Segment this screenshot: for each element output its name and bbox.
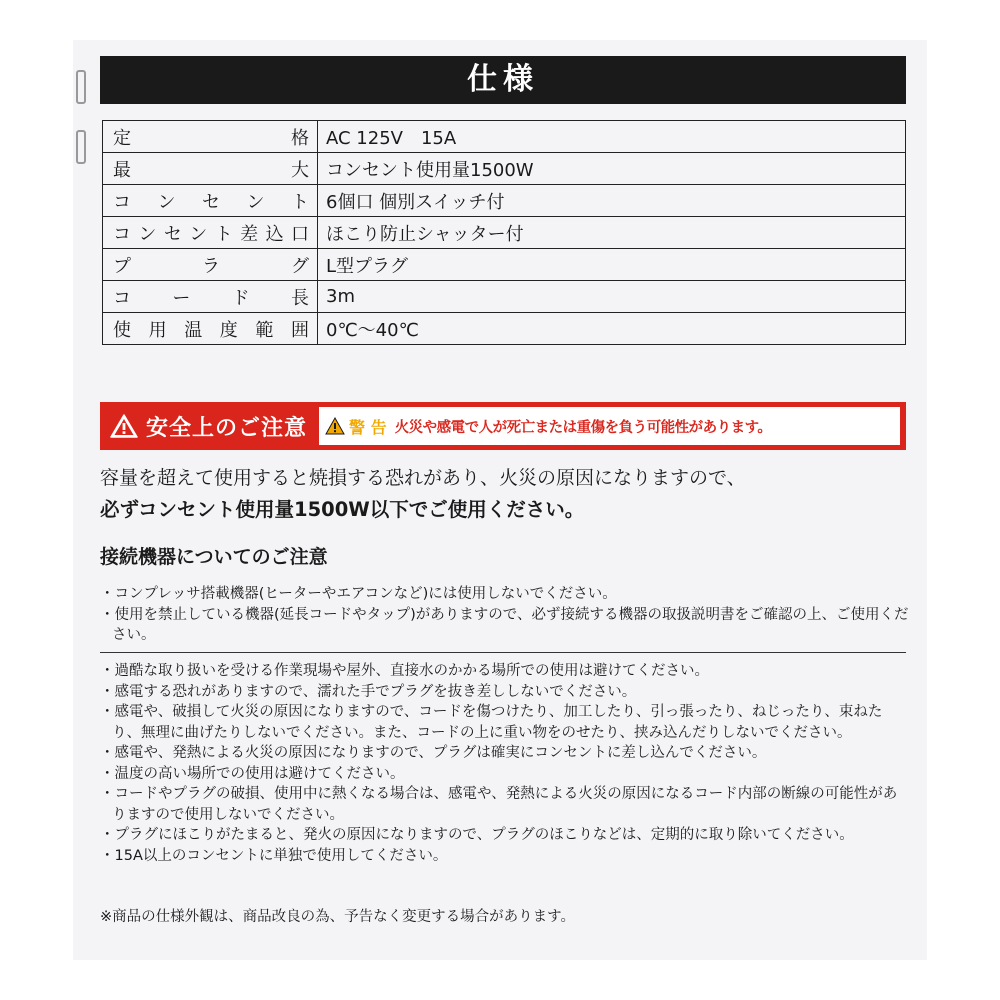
spec-value: AC 125V 15A xyxy=(318,121,906,153)
footnote: ※商品の仕様外観は、商品改良の為、予告なく変更する場合があります。 xyxy=(100,909,575,925)
safety-banner xyxy=(100,402,906,450)
spec-table xyxy=(102,120,906,345)
connected-devices-list xyxy=(100,584,910,646)
warning-triangle-icon xyxy=(325,417,345,435)
binder-hook-icon xyxy=(76,130,86,164)
lead-emphasis-line: 必ずコンセント使用量1500W以下でご使用ください。 xyxy=(100,498,585,521)
spec-value: L型プラグ xyxy=(318,249,906,281)
list-item: ・プラグにほこりがたまると、発火の原因になりますので、プラグのほこりなどは、定期的に取り除いてください。 xyxy=(100,827,854,843)
divider xyxy=(100,652,906,653)
spec-key: コンセント xyxy=(103,185,318,217)
spec-title: 仕様 xyxy=(100,56,906,104)
warning-label: 警 告 xyxy=(349,417,387,437)
spec-key: プラグ xyxy=(103,249,318,281)
list-item: ・感電する恐れがありますので、濡れた手でプラグを抜き差ししないでください。 xyxy=(100,683,637,700)
spec-key: 定 格 xyxy=(103,121,318,153)
lead-text xyxy=(100,462,910,526)
spec-value: 3m xyxy=(318,281,906,313)
spec-row xyxy=(103,217,906,249)
safety-title: 安全上のご注意 xyxy=(146,415,308,441)
caution-list xyxy=(100,661,910,866)
list-item: ・コンプレッサ搭載機器(ヒーターやエアコンなど)には使用しないでください。 xyxy=(100,586,617,602)
connected-devices-title: 接続機器についてのご注意 xyxy=(100,546,328,568)
spec-key: 最 大 xyxy=(103,153,318,185)
list-item: ・過酷な取り扱いを受ける作業現場や屋外、直接水のかかる場所での使用は避けてください。 xyxy=(100,663,709,679)
warning-box xyxy=(319,407,900,445)
spec-row xyxy=(103,313,906,345)
spec-key: コード長 xyxy=(103,281,318,313)
spec-value: ほこり防止シャッター付 xyxy=(318,217,906,249)
spec-key: コンセント差込口 xyxy=(103,217,318,249)
list-item: ・感電や、発熱による火災の原因になりますので、プラグは確実にコンセントに差し込んでください。 xyxy=(100,745,767,761)
binder-hook-icon xyxy=(76,70,86,104)
spec-value: 0℃〜40℃ xyxy=(318,313,906,345)
spec-row xyxy=(103,185,906,217)
spec-key: 使用温度範囲 xyxy=(103,313,318,345)
list-item: ・温度の高い場所での使用は避けてください。 xyxy=(100,765,405,782)
spec-row xyxy=(103,281,906,313)
warning-message: 火災や感電で人が死亡または重傷を負う可能性があります。 xyxy=(394,419,772,436)
list-item: ・使用を禁止している機器(延長コードやタップ)がありますので、必ず接続する機器の取扱説明書をご確認の上、ご使用ください。 xyxy=(100,606,909,643)
list-item: ・感電や、破損して火災の原因になりますので、コードを傷つけたり、加工したり、引っ張ったり、ねじったり、束ねたり、無理に曲げたりしないでください。また、コードの上に重い物をのせたり、挟み込んだりしないでください。 xyxy=(100,704,883,741)
spec-row xyxy=(103,249,906,281)
spec-value: コンセント使用量1500W xyxy=(318,153,906,185)
warning-triangle-icon xyxy=(110,413,138,439)
spec-row xyxy=(103,121,906,153)
spec-row xyxy=(103,153,906,185)
list-item: ・15A以上のコンセントに単独で使用してください。 xyxy=(100,847,448,864)
lead-line: 容量を超えて使用すると焼損する恐れがあり、火災の原因になりますので、 xyxy=(100,467,746,489)
list-item: ・コードやプラグの破損、使用中に熱くなる場合は、感電や、発熱による火災の原因になるコード内部の断線の可能性がありますので使用しないでください。 xyxy=(100,786,898,823)
spec-value: 6個口 個別スイッチ付 xyxy=(318,185,906,217)
